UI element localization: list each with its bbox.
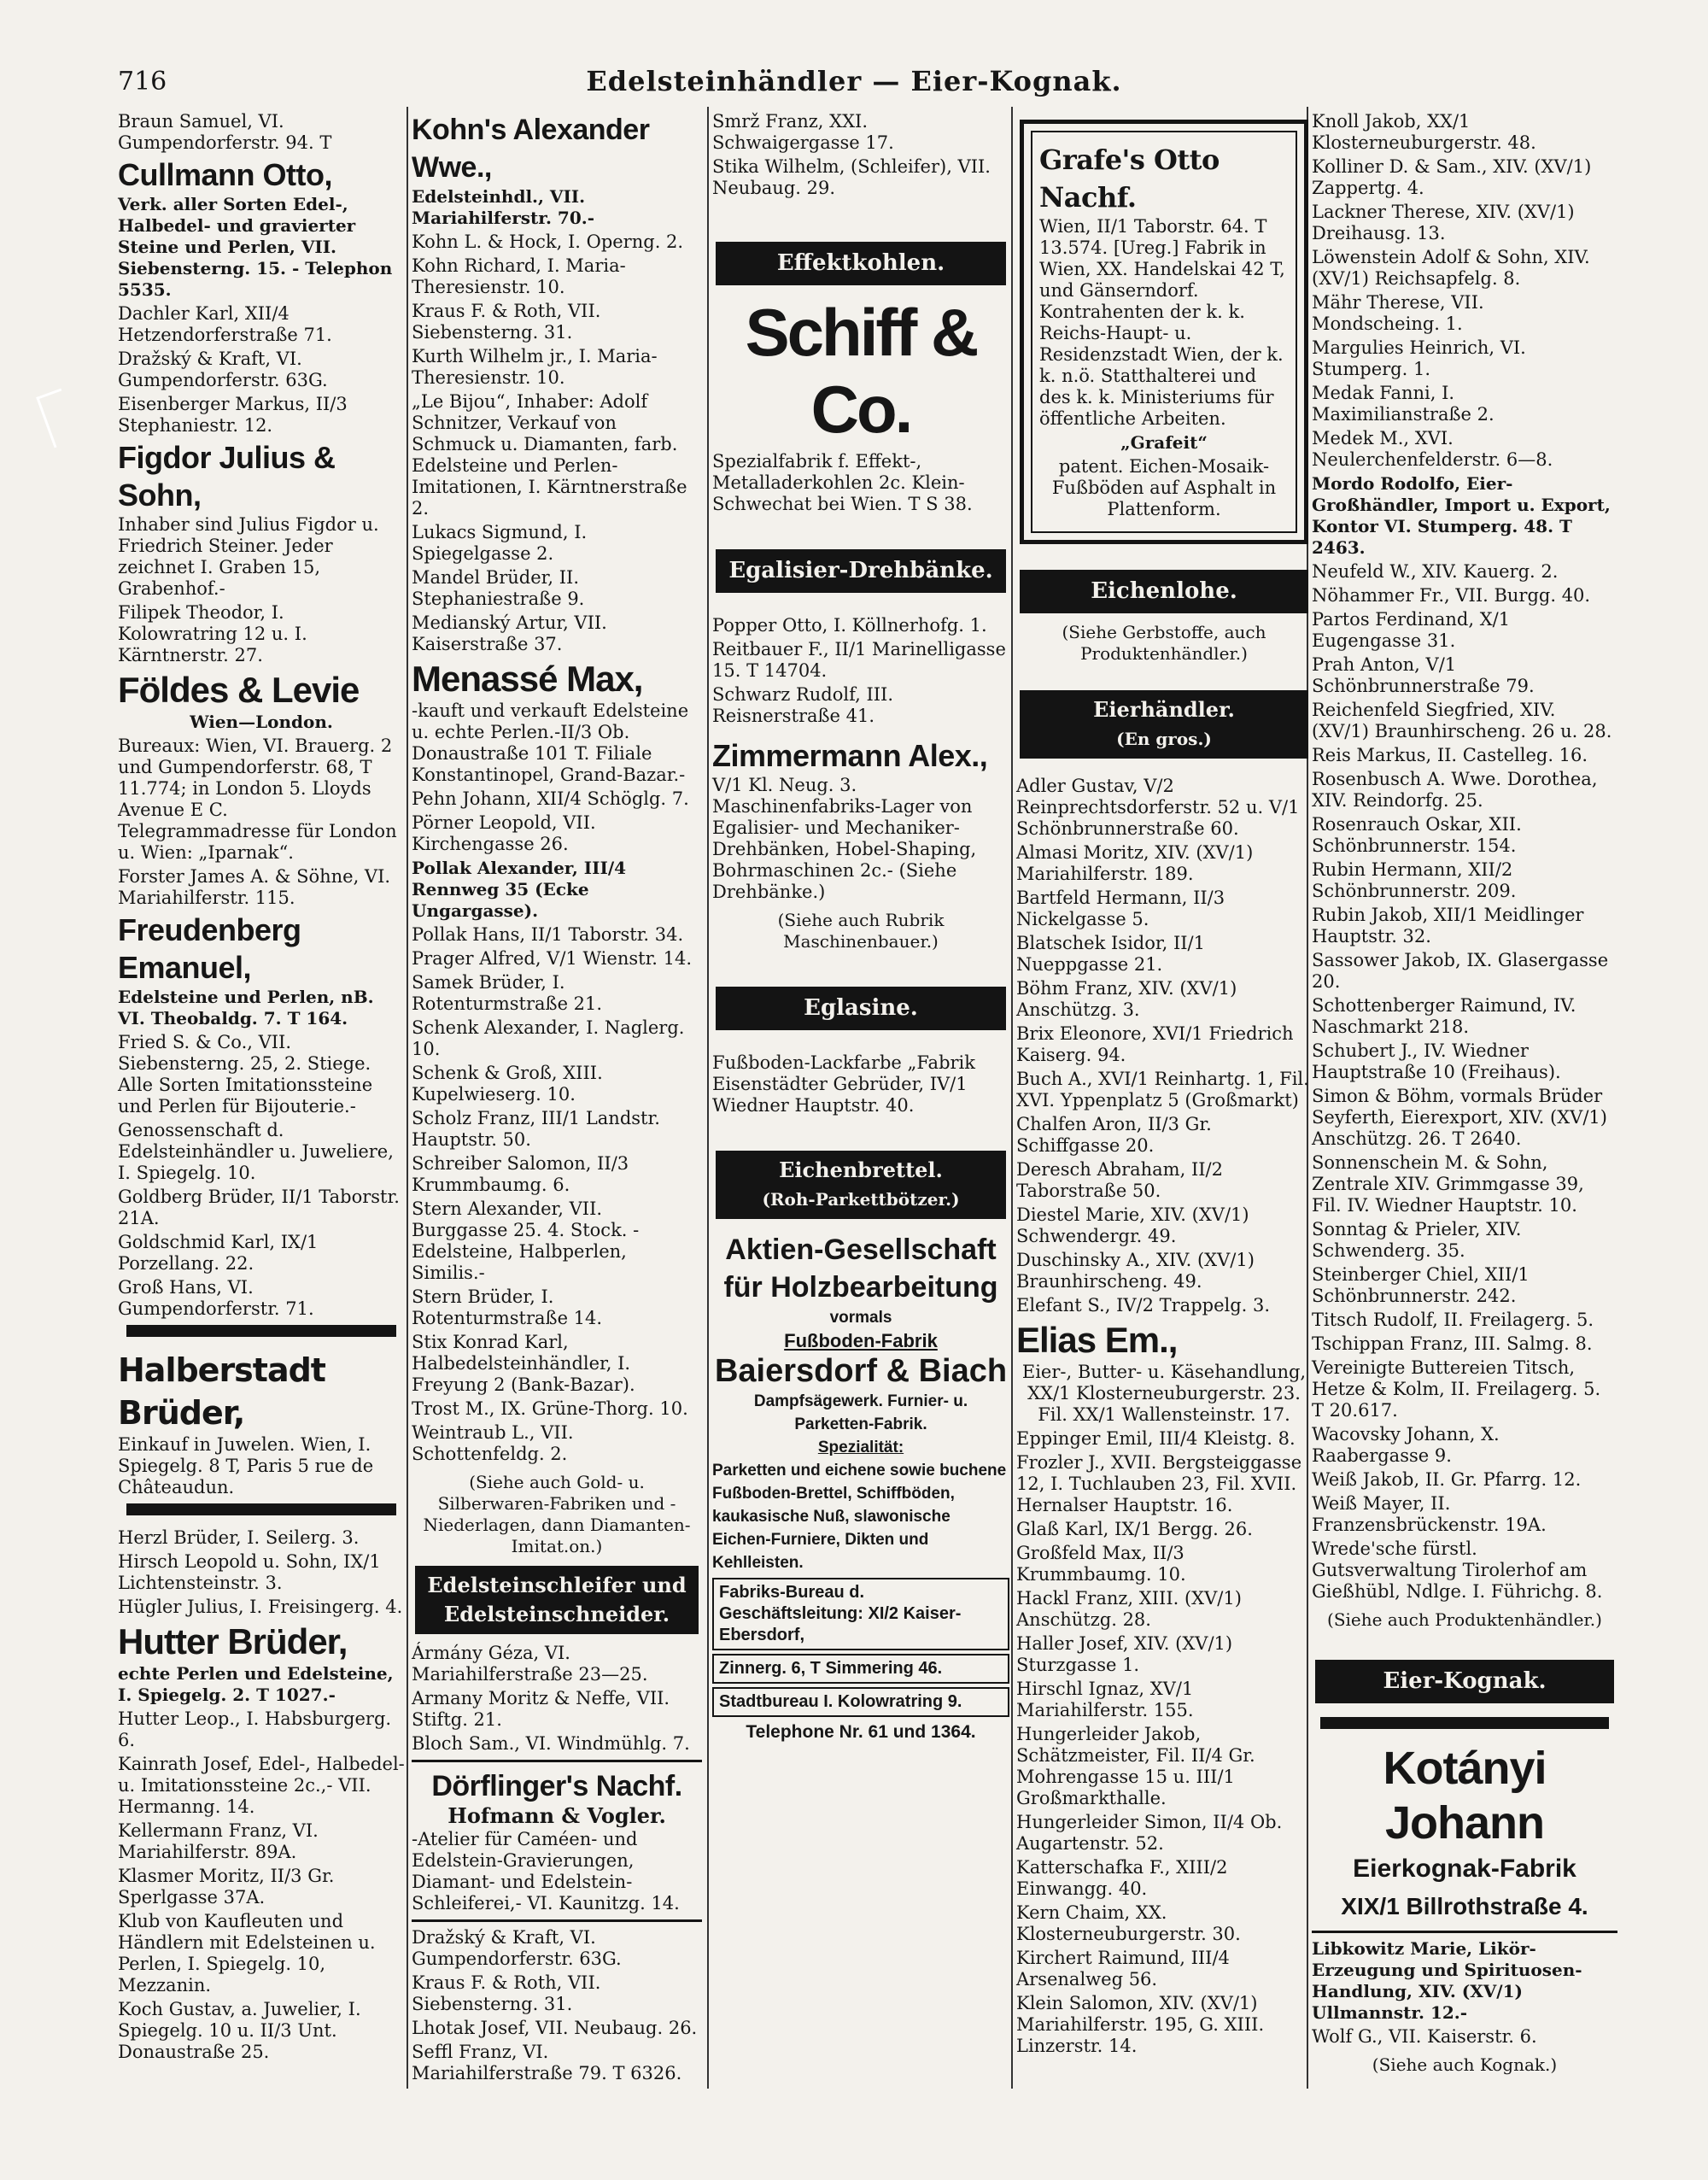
listing-entry: Großfeld Max, II/3 Krummbaumg. 10. [1016, 1543, 1186, 1585]
listing-detail: V/1 Kl. Neug. 3. Maschinenfabriks-Lager von Egalisier- und Mechaniker-Drehbänken, Hobel-Shaping, Bohrmaschinen 2c.- (Siehe Drehbänke.) [712, 775, 977, 902]
listing-entry: Kolliner D. & Sam., XIV. (XV/1) Zappertg. 4. [1312, 156, 1592, 198]
listing-entry: Hungerleider Jakob, Schätzmeister, Fil. II/4 Gr. Mohrengasse 15 u. III/1 Großmarkthalle. [1016, 1724, 1255, 1808]
margin-mark [36, 389, 79, 448]
listing-entry: Eisenberger Markus, II/3 Stephaniestr. 12. [118, 394, 348, 436]
listing-entry: Fried S. & Co., VII. Siebensterng. 25, 2. Stiege. Alle Sorten Imitationssteine und Perlen für Bijouterie.- [118, 1032, 373, 1116]
ad-rule [126, 1503, 396, 1515]
listing-entry: Haller Josef, XIV. (XV/1) Sturzgasse 1. [1016, 1633, 1233, 1675]
page-header [0, 62, 1708, 104]
listing-headline: Menassé Max, [412, 659, 643, 699]
listing-entry: Trost M., IX. Grüne-Thorg. 10. [412, 1398, 688, 1419]
listing-entry: Tschippan Franz, III. Salmg. 8. [1312, 1333, 1593, 1354]
listing-entry: Lackner Therese, XIV. (XV/1) Dreihausg. 13. [1312, 202, 1575, 243]
listing-entry: Kraus F. & Roth, VII. Siebensterng. 31. [412, 1972, 601, 2014]
section-heading-subtitle: (En gros.) [1116, 729, 1212, 749]
listing-entry: Stern Brüder, I. Rotenturmstraße 14. [412, 1286, 603, 1328]
section-heading-title: Eierhändler. [1093, 697, 1235, 722]
listing-headline: Freudenberg Emanuel, [118, 912, 301, 985]
listing-entry: Hirschl Ignaz, XV/1 Mariahilferstr. 155. [1016, 1679, 1194, 1720]
ad-rule [1312, 1931, 1617, 1933]
section-heading-eier-kognak: Eier-Kognak. [1315, 1660, 1614, 1703]
listing-entry: Simon & Böhm, vormals Brüder Seyferth, Eierexport, XIV. (XV/1) Anschützg. 26. T 2640. [1312, 1086, 1607, 1149]
listing-entry: Böhm Franz, XIV. (XV/1) Anschützg. 3. [1016, 978, 1237, 1020]
ad-line: Eierkognak-Fabrik [1353, 1855, 1576, 1883]
cross-reference-note: (Siehe auch Produktenhändler.) [1327, 1609, 1602, 1630]
ad-line: Dampfsägewerk. Furnier- u. Parketten-Fabrik. [753, 1392, 968, 1433]
section-heading-eichenlohe: Eichenlohe. [1020, 570, 1308, 613]
grafe-advert [1020, 120, 1308, 544]
listing-entry: Klub von Kaufleuten und Händlern mit Edelsteinen u. Perlen, I. Spiegelg. 10, Mezzanin. [118, 1911, 376, 1995]
cross-reference-note: (Siehe Gerbstoffe, auch Produktenhändler.) [1062, 622, 1266, 664]
ad-line: Fußboden-Fabrik [784, 1330, 938, 1351]
ad-rule [412, 1760, 702, 1762]
listing-entry: Schottenberger Raimund, IV. Naschmarkt 218. [1312, 995, 1576, 1037]
listing-entry: Forster James A. & Söhne, VI. Mariahilferstr. 115. [118, 866, 391, 908]
listing-entry: Reitbauer F., II/1 Marinelligasse 15. T 14704. [712, 639, 1006, 681]
listing-entry: Wolf G., VII. Kaiserstr. 6. [1312, 2026, 1537, 2047]
listing-entry: Glaß Karl, IX/1 Bergg. 26. [1016, 1519, 1253, 1539]
listing-entry: Kohn L. & Hock, I. Operng. 2. [412, 231, 684, 252]
listing-entry: Klein Salomon, XIV. (XV/1) Mariahilferstr. 195, G. XIII. Linzerstr. 14. [1016, 1993, 1265, 2056]
column-3 [712, 111, 1009, 1743]
listing-entry: Kellermann Franz, VI. Mariahilferstr. 89A. [118, 1820, 319, 1862]
column-4 [1016, 111, 1312, 2060]
listing-entry: Schreiber Salomon, II/3 Krummbaumg. 6. [412, 1153, 629, 1195]
listing-subtitle: Wien—London. [190, 712, 333, 732]
listing-subtitle: Hofmann & Vogler. [447, 1803, 666, 1828]
listing-headline: Földes & Levie [118, 670, 360, 710]
listing-entry: Hackl Franz, XIII. (XV/1) Anschützg. 28. [1016, 1588, 1242, 1630]
ad-line: Parketten und eichene sowie buchene Fußboden-Brettel, Schiffböden, kaukasische Nuß, slawonische Eichen-Furniere, Dikten und Kehlleisten. [712, 1462, 1007, 1572]
listing-entry: Blatschek Isidor, II/1 Nueppgasse 21. [1016, 933, 1205, 975]
listing-entry: Hügler Julius, I. Freisingerg. 4. [118, 1597, 403, 1617]
listing-entry: Pörner Leopold, VII. Kirchengasse 26. [412, 812, 596, 854]
cross-reference-note: (Siehe auch Gold- u. Silberwaren-Fabriken und -Niederlagen, dann Diamanten-Imitat.on.) [423, 1472, 691, 1556]
listing-headline: Dörflinger's Nachf. [431, 1770, 682, 1802]
listing-entry: Armany Moritz & Neffe, VII. Stiftg. 21. [412, 1688, 670, 1730]
listing-entry: Mähr Therese, VII. Mondscheing. 1. [1312, 292, 1484, 334]
listing-headline: Kohn's Alexander Wwe., [412, 114, 650, 184]
ad-line: Telephone Nr. 61 und 1364. [746, 1722, 976, 1742]
listing-detail: Verk. aller Sorten Edel-, Halbedel- und gravierter Steine und Perlen, VII. Siebensterng. 15. - Telephon 5535. [118, 194, 393, 300]
listing-entry: Herzl Brüder, I. Seilerg. 3. [118, 1527, 360, 1548]
listing-entry: Wacovsky Johann, X. Raabergasse 9. [1312, 1424, 1500, 1466]
section-heading-edelsteinschleifer: Edelsteinschleifer und Edelsteinschneider. [415, 1566, 699, 1634]
listing-detail: Einkauf in Juwelen. Wien, I. Spiegelg. 8 T, Paris 5 rue de Châteaudun. [118, 1434, 374, 1497]
listing-entry: Duschinsky A., XIV. (XV/1) Braunhirscheng. 49. [1016, 1250, 1255, 1292]
listing-entry: Nöhammer Fr., VII. Burgg. 40. [1312, 585, 1591, 606]
listing-entry: Bartfeld Hermann, II/3 Nickelgasse 5. [1016, 888, 1225, 929]
listing-entry: Margulies Heinrich, VI. Stumperg. 1. [1312, 337, 1526, 379]
listing-entry: Schubert J., IV. Wiedner Hauptstraße 10 (Freihaus). [1312, 1040, 1561, 1082]
listing-detail: Inhaber sind Julius Figdor u. Friedrich Steiner. Jeder zeichnet I. Graben 15, Grabenhof.- [118, 514, 379, 599]
listing-entry: Rubin Hermann, XII/2 Schönbrunnerstr. 209. [1312, 859, 1517, 901]
listing-entry: Hungerleider Simon, II/4 Ob. Augartenstr. 52. [1016, 1812, 1283, 1854]
ad-headline: Zimmermann Alex., [712, 738, 988, 773]
listing-entry: Sonntag & Prieler, XIV. Schwenderg. 35. [1312, 1219, 1522, 1261]
listing-headline: Cullmann Otto, [118, 157, 332, 192]
listing-entry: Stix Konrad Karl, Halbedelsteinhändler, I. Freyung 2 (Bank-Bazar). [412, 1332, 635, 1395]
listing-entry: Seffl Franz, VI. Mariahilferstraße 79. T 6326. [412, 2042, 682, 2083]
listing-entry: Medak Fanni, I. Maximilianstraße 2. [1312, 383, 1494, 425]
listing-detail: Eier-, Butter- u. Käsehandlung, XX/1 Klosterneuburgerstr. 23. Fil. XX/1 Wallensteinstr. 17. [1021, 1362, 1307, 1425]
listing-entry: Stika Wilhelm, (Schleifer), VII. Neubaug. 29. [712, 156, 991, 198]
listing-detail: Edelsteine und Perlen, nB. VI. Theobaldg. 7. T 164. [118, 987, 374, 1028]
listing-headline: Halberstadt Brüder, [118, 1351, 325, 1432]
listing-entry: Titsch Rudolf, II. Freilagerg. 5. [1312, 1310, 1594, 1330]
listing-entry: Almasi Moritz, XIV. (XV/1) Mariahilferstr. 189. [1016, 842, 1254, 884]
listing-entry: Groß Hans, VI. Gumpendorferstr. 71. [118, 1277, 314, 1319]
listing-headline: Figdor Julius & Sohn, [118, 440, 336, 513]
listing-entry: Schenk & Groß, XIII. Kupelwieserg. 10. [412, 1063, 603, 1105]
listing-entry: Weiß Jakob, II. Gr. Pfarrg. 12. [1312, 1469, 1582, 1490]
listing-detail: echte Perlen und Edelsteine, I. Spiegelg. 2. T 1027.- [118, 1663, 394, 1705]
listing-entry: Hutter Leop., I. Habsburgerg. 6. [118, 1708, 392, 1750]
listing-entry: Elefant S., IV/2 Trappelg. 3. [1016, 1295, 1271, 1316]
listing-entry: Medianský Artur, VII. Kaiserstraße 37. [412, 612, 607, 654]
section-heading-effektkohlen: Effektkohlen. [716, 242, 1006, 285]
listing-entry: Dražský & Kraft, VI. Gumpendorferstr. 63G. [412, 1927, 622, 1969]
listing-entry: Katterschafka F., XIII/2 Einwangg. 40. [1016, 1857, 1228, 1899]
listing-entry: Rosenbusch A. Wwe. Dorothea, XIV. Reindorfg. 25. [1312, 769, 1598, 811]
listing-entry: Samek Brüder, I. Rotenturmstraße 21. [412, 972, 603, 1014]
ad-headline: Kotányi Johann [1383, 1743, 1547, 1849]
listing-entry: Genossenschaft d. Edelsteinhändler u. Juweliere, I. Spiegelg. 10. [118, 1120, 394, 1183]
listing-entry: Wrede'sche fürstl. Gutsverwaltung Tirolerhof am Gießhübl, Ndlge. I. Führichg. 8. [1312, 1538, 1603, 1602]
listing-entry: Reichenfeld Siegfried, XIV. (XV/1) Braunhirscheng. 26 u. 28. [1312, 700, 1612, 741]
listing-entry: Braun Samuel, VI. Gumpendorferstr. 94. T [118, 111, 332, 153]
page-number: 716 [118, 67, 167, 97]
listing-entry: Libkowitz Marie, Likör-Erzeugung und Spirituosen-Handlung, XIV. (XV/1) Ullmannstr. 12.- [1312, 1938, 1582, 2023]
listing-entry: Prager Alfred, V/1 Wienstr. 14. [412, 948, 693, 969]
listing-entry: Goldberg Brüder, II/1 Taborstr. 21A. [118, 1187, 400, 1228]
column-2 [412, 111, 702, 2087]
ad-headline: Schiff & Co. [745, 295, 977, 447]
listing-entry: Koch Gustav, a. Juwelier, I. Spiegelg. 10 u. II/3 Unt. Donaustraße 25. [118, 1999, 361, 2062]
listing-detail: Spezialfabrik f. Effekt-, Metalladerkohlen 2c. Klein-Schwechat bei Wien. T S 38. [712, 451, 973, 514]
ad-headline: Grafe's Otto Nachf. [1039, 144, 1220, 214]
listing-detail: Edelsteinhdl., VII. Mariahilferstr. 70.- [412, 186, 595, 228]
listing-entry: Weiß Mayer, II. Franzensbrückenstr. 19A. [1312, 1493, 1547, 1535]
cross-reference-note: (Siehe auch Rubrik Maschinenbauer.) [777, 910, 945, 952]
listing-entry: Steinberger Chiel, XII/1 Schönbrunnerstr. 242. [1312, 1264, 1530, 1306]
listing-entry: Schenk Alexander, I. Naglerg. 10. [412, 1017, 685, 1059]
listing-detail: -kauft und verkauft Edelsteine u. echte Perlen.-II/3 Ob. Donaustraße 101 T. Filiale Konstantinopel, Grand-Bazar.- [412, 700, 689, 785]
listing-entry: Diestel Marie, XIV. (XV/1) Schwendergr. 49. [1016, 1204, 1249, 1246]
listing-entry: Eppinger Emil, III/4 Kleistg. 8. [1016, 1428, 1296, 1449]
listing-detail: -Atelier für Caméen- und Edelstein-Gravierungen, Diamant- und Edelstein-Schleiferei,- VI. Kaunitzg. 14. [412, 1829, 680, 1913]
listing-entry: Smrž Franz, XXI. Schwaigergasse 17. [712, 111, 894, 153]
section-heading-egalisier: Egalisier-Drehbänke. [716, 549, 1006, 593]
listing-headline: Elias Em., [1016, 1320, 1178, 1360]
listing-entry: Mordo Rodolfo, Eier-Großhändler, Import u. Export, Kontor VI. Stumperg. 48. T 2463. [1312, 473, 1611, 558]
listing-entry: Rosenrauch Oskar, XII. Schönbrunnerstr. 154. [1312, 814, 1522, 856]
listing-entry: Dachler Karl, XII/4 Hetzendorferstraße 71. [118, 303, 332, 345]
listing-detail: Bureaux: Wien, VI. Brauerg. 2 und Gumpendorferstr. 68, T 11.774; in London 5. Lloyds Avenue E C. Telegrammadresse für London u. Wien: „Iparnak“. [118, 735, 397, 863]
running-title: Edelsteinhändler — Eier-Kognak. [586, 65, 1122, 97]
listing-entry: Lhotak Josef, VII. Neubaug. 26. [412, 2018, 698, 2038]
ad-line: Spezialität: [817, 1439, 904, 1456]
listing-entry: Dražský & Kraft, VI. Gumpendorferstr. 63G. [118, 349, 328, 390]
listing-headline: Hutter Brüder, [118, 1621, 348, 1661]
listing-entry: Neufeld W., XIV. Kauerg. 2. [1312, 561, 1559, 582]
section-heading-title: Eichenbrettel. [779, 1157, 943, 1182]
listing-entry: Goldschmid Karl, IX/1 Porzellang. 22. [118, 1232, 319, 1274]
ad-line: vormals [829, 1309, 892, 1327]
column-divider [407, 107, 408, 2089]
listing-entry: Ármány Géza, VI. Mariahilferstraße 23—25. [412, 1643, 648, 1685]
listing-entry: Buch A., XVI/1 Reinhartg. 1, Fil. XVI. Yppenplatz 5 (Großmarkt) [1016, 1069, 1309, 1111]
listing-entry: Scholz Franz, III/1 Landstr. Hauptstr. 50. [412, 1108, 660, 1150]
ad-headline: für Holzbearbeitung [723, 1271, 998, 1304]
column-divider [1011, 107, 1013, 2089]
listing-entry: Deresch Abraham, II/2 Taborstraße 50. [1016, 1159, 1223, 1201]
ad-headline: Aktien-Gesellschaft [725, 1234, 997, 1266]
listing-entry: Sonnenschein M. & Sohn, Zentrale XIV. Grimmgasse 39, Fil. IV. Wiedner Hauptstr. 10. [1312, 1152, 1584, 1216]
listing-entry: Bloch Sam., VI. Windmühlg. 7. [412, 1733, 690, 1754]
ad-rule [412, 1919, 702, 1922]
listing-entry: Filipek Theodor, I. Kolowratring 12 u. I. Kärntnerstr. 27. [118, 602, 307, 665]
listing-entry: Schwarz Rudolf, III. Reisnerstraße 41. [712, 684, 894, 726]
section-heading-eglasine: Eglasine. [716, 987, 1006, 1030]
listing-entry: Kirchert Raimund, III/4 Arsenalweg 56. [1016, 1948, 1230, 1990]
listing-entry: Popper Otto, I. Köllnerhofg. 1. [712, 615, 987, 636]
listing-entry: Kraus F. & Roth, VII. Siebensterng. 31. [412, 301, 601, 343]
grafe-advert-inner [1031, 131, 1297, 533]
listing-entry: Löwenstein Adolf & Sohn, XIV. (XV/1) Reichsapfelg. 8. [1312, 247, 1590, 289]
listing-entry: Frozler J., XVII. Bergsteiggasse 12, I. Tuchlauben 23, Fil. XVII. Hernalser Hauptstr. 16. [1016, 1452, 1302, 1515]
listing-entry: Partos Ferdinand, X/1 Eugengasse 31. [1312, 609, 1511, 651]
ad-line: Wien, II/1 Taborstr. 64. T 13.574. [Ureg.] Fabrik in Wien, XX. Handelskai 42 T, und Gänserndorf. Kontrahenten der k. k. Reichs-Haupt- u. Residenzstadt Wien, der k. k. n.ö. Statthalterei und des k. k. Ministeriums für öffentliche Arbeiten. [1039, 216, 1285, 429]
ad-rule [126, 1325, 396, 1337]
listing-entry: Stern Alexander, VII. Burggasse 25. 4. Stock. -Edelsteine, Halbperlen, Similis.- [412, 1198, 640, 1283]
ad-rule [1320, 1717, 1609, 1729]
section-heading-subtitle: (Roh-Parkettbötzer.) [762, 1189, 960, 1210]
listing-entry: Knoll Jakob, XX/1 Klosterneuburgerstr. 48. [1312, 111, 1536, 153]
listing-entry: Lukacs Sigmund, I. Spiegelgasse 2. [412, 522, 588, 564]
listing-entry: Mandel Brüder, II. Stephaniestraße 9. [412, 567, 585, 609]
column-5 [1312, 111, 1617, 2083]
listing-entry: Prah Anton, V/1 Schönbrunnerstraße 79. [1312, 654, 1535, 696]
listing-entry: Brix Eleonore, XVI/1 Friedrich Kaiserg. 94. [1016, 1023, 1294, 1065]
listing-entry: Weintraub L., VII. Schottenfeldg. 2. [412, 1422, 574, 1464]
listing-entry: Chalfen Aron, II/3 Gr. Schiffgasse 20. [1016, 1114, 1212, 1156]
listing-entry: „Le Bijou“, Inhaber: Adolf Schnitzer, Verkauf von Schmuck u. Diamanten, farb. Edelsteine und Perlen-Imitationen, I. Kärntnerstraße 2. [412, 391, 687, 519]
listing-entry: Hirsch Leopold u. Sohn, IX/1 Lichtensteinstr. 3. [118, 1551, 381, 1593]
listing-entry: Reis Markus, II. Castelleg. 16. [1312, 745, 1588, 765]
section-heading-eichenbrettel [716, 1151, 1006, 1219]
listing-entry: Pollak Hans, II/1 Taborstr. 34. [412, 924, 684, 945]
listing-entry: Pollak Alexander, III/4 Rennweg 35 (Ecke Ungargasse). [412, 858, 627, 921]
ad-line: Stadtbureau I. Kolowratring 9. [712, 1687, 1009, 1717]
listing-entry: Adler Gustav, V/2 Reinprechtsdorferstr. 52 u. V/1 Schönbrunnerstraße 60. [1016, 776, 1300, 839]
listing-entry: Pehn Johann, XII/4 Schöglg. 7. [412, 788, 689, 809]
ad-line: „Grafeit“ [1120, 432, 1208, 453]
column-1 [118, 111, 405, 2066]
listing-entry: Kohn Richard, I. Maria-Theresienstr. 10. [412, 255, 626, 297]
listing-entry: Fußboden-Lackfarbe „Fabrik Eisenstädter Gebrüder, IV/1 Wiedner Hauptstr. 40. [712, 1052, 975, 1116]
ad-line: patent. Eichen-Mosaik-Fußböden auf Asphalt in Plattenform. [1051, 456, 1277, 519]
listing-entry: Kurth Wilhelm jr., I. Maria-Theresienstr. 10. [412, 346, 658, 388]
column-divider [707, 107, 709, 2089]
ad-line: XIX/1 Billrothstraße 4. [1341, 1893, 1588, 1919]
listing-entry: Medek M., XVI. Neulerchenfelderstr. 6—8. [1312, 428, 1553, 470]
ad-line: Fabriks-Bureau d. Geschäftsleitung: XI/2 Kaiser-Ebersdorf, [712, 1578, 1009, 1650]
section-heading-eierhaendler [1020, 690, 1308, 759]
cross-reference-note: (Siehe auch Kognak.) [1372, 2054, 1558, 2075]
listing-entry: Rubin Jakob, XII/1 Meidlinger Hauptstr. 32. [1312, 905, 1584, 946]
listing-entry: Kainrath Josef, Edel-, Halbedel- u. Imitationssteine 2c.,- VII. Hermanng. 14. [118, 1754, 405, 1817]
listing-entry: Vereinigte Buttereien Titsch, Hetze & Kolm, II. Freilagerg. 5. T 20.617. [1312, 1357, 1601, 1421]
ad-headline: Baiersdorf & Biach [714, 1353, 1008, 1389]
listing-entry: Sassower Jakob, IX. Glasergasse 20. [1312, 950, 1609, 992]
listing-entry: Kern Chaim, XX. Klosterneuburgerstr. 30. [1016, 1902, 1241, 1944]
ad-line: Zinnerg. 6, T Simmering 46. [712, 1654, 1009, 1684]
listing-entry: Klasmer Moritz, II/3 Gr. Sperlgasse 37A. [118, 1866, 335, 1908]
